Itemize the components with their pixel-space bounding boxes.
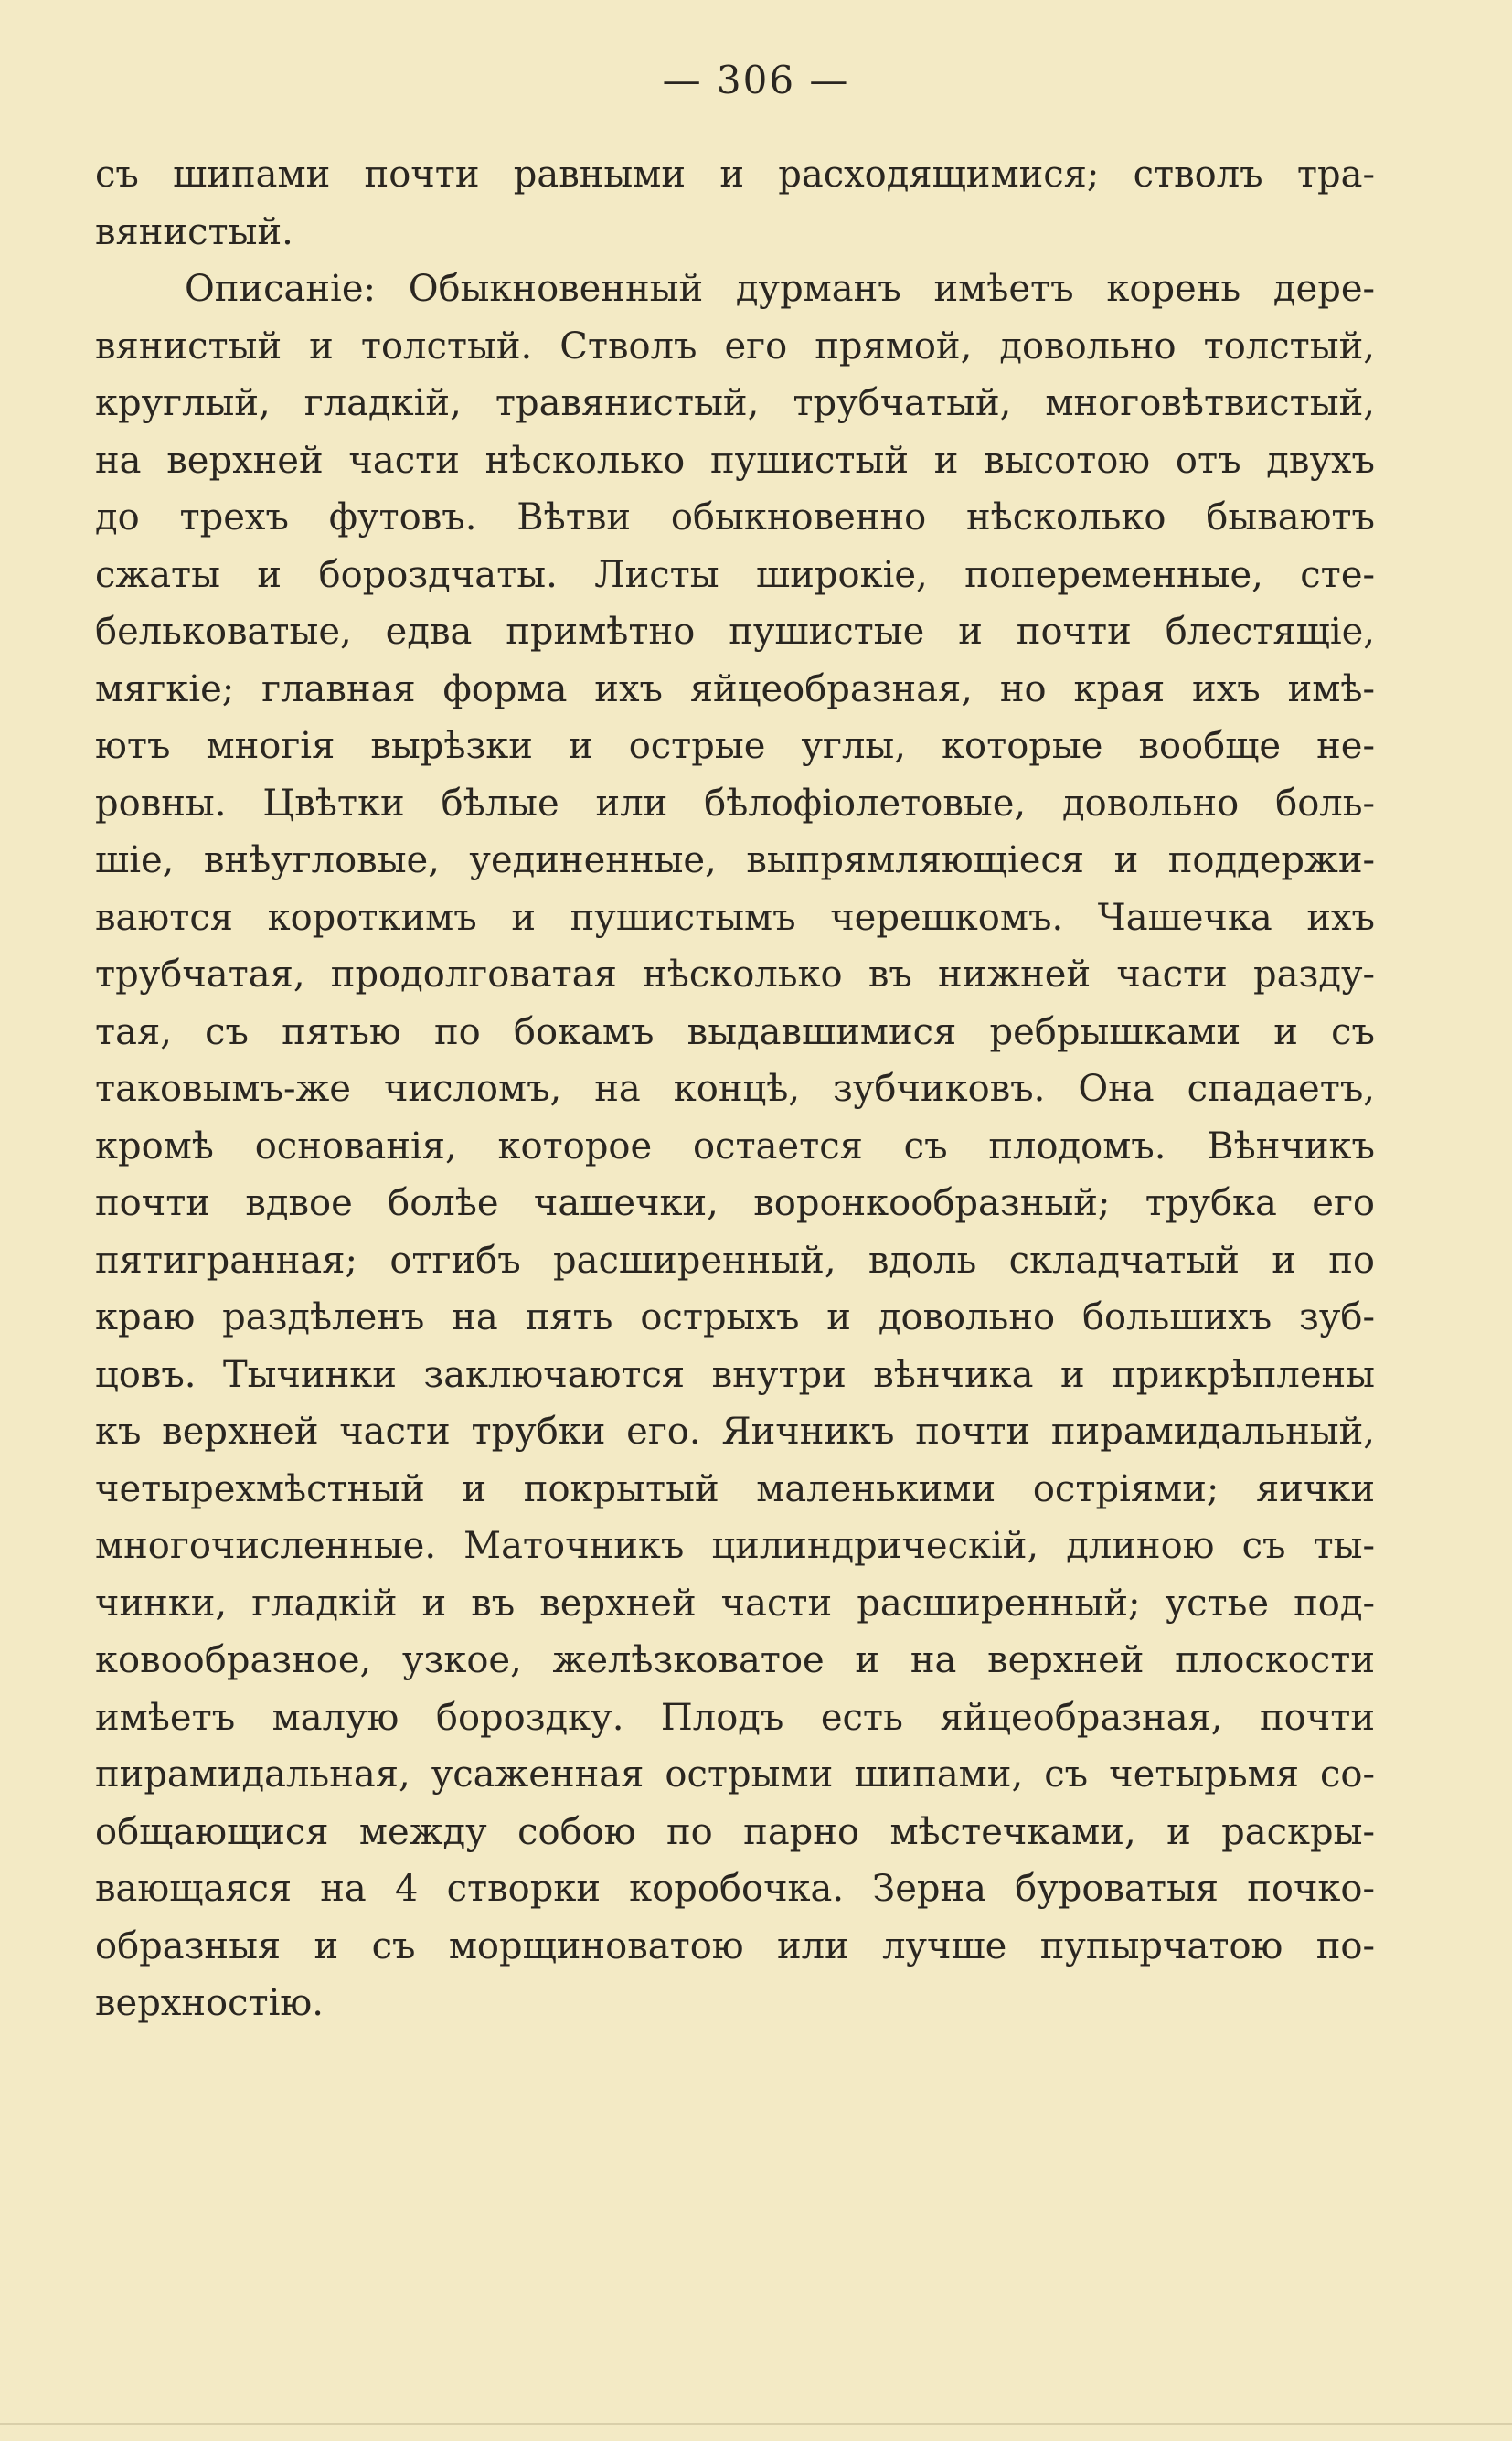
text-line: мягкіе; главная форма ихъ яйцеобразная, но края ихъ имѣ-	[95, 667, 1375, 710]
text-line: круглый, гладкій, травянистый, трубчатый, многовѣтвистый,	[95, 382, 1375, 424]
text-line: сжаты и бороздчаты. Листы широкіе, попеременные, сте-	[95, 553, 1375, 596]
text-line: пирамидальная, усаженная острыми шипами, съ четырьмя со-	[95, 1753, 1375, 1796]
text-line: чинки, гладкій и въ верхней части расширенный; устье под-	[95, 1582, 1375, 1625]
text-line: многочисленные. Маточникъ цилиндрическій, длиною съ ты-	[95, 1525, 1375, 1567]
text-line: вающаяся на 4 створки коробочка. Зерна буроватыя почко-	[95, 1868, 1375, 1910]
text-line: краю раздѣленъ на пять острыхъ и довольно большихъ зуб-	[95, 1296, 1375, 1338]
text-line: общающися между собою по парно мѣстечками, и раскры-	[95, 1810, 1375, 1853]
text-line: тая, съ пятью по бокамъ выдавшимися ребрышками и съ	[95, 1010, 1375, 1053]
body-text	[95, 146, 1375, 2032]
text-line: бельковатые, едва примѣтно пушистые и почти блестящіе,	[95, 611, 1375, 653]
text-line: цовъ. Тычинки заключаются внутри вѣнчика и прикрѣплены	[95, 1353, 1375, 1396]
text-line: почти вдвое болѣе чашечки, воронкообразный; трубка его	[95, 1182, 1375, 1224]
page-edge-divider	[0, 2423, 1512, 2425]
text-line: къ верхней части трубки его. Яичникъ почти пирамидальный,	[95, 1411, 1375, 1453]
text-line: образныя и съ морщиноватою или лучше пупырчатою по-	[95, 1924, 1375, 1967]
text-line: на верхней части нѣсколько пушистый и высотою отъ двухъ	[95, 439, 1375, 482]
text-line: вянистый.	[95, 210, 293, 253]
text-line: четырехмѣстный и покрытый маленькими остріями; яички	[95, 1467, 1375, 1510]
page-number: — 306 —	[662, 58, 850, 102]
text-line: вянистый и толстый. Стволъ его прямой, довольно толстый,	[95, 325, 1375, 368]
text-line: ровны. Цвѣтки бѣлые или бѣлофіолетовые, довольно боль-	[95, 782, 1375, 825]
text-line: шіе, внѣугловые, уединенные, выпрямляющіеся и поддержи-	[95, 839, 1375, 881]
text-line: таковымъ-же числомъ, на концѣ, зубчиковъ. Она спадаетъ,	[95, 1068, 1375, 1110]
text-line: съ шипами почти равными и расходящимися; стволъ тра-	[95, 154, 1375, 196]
text-line: трубчатая, продолговатая нѣсколько въ нижней части разду-	[95, 954, 1375, 996]
text-line: ютъ многія вырѣзки и острые углы, которые вообще не-	[95, 725, 1375, 767]
text-line: имѣетъ малую бороздку. Плодъ есть яйцеобразная, почти	[95, 1696, 1375, 1739]
text-line: кромѣ основанія, которое остается съ плодомъ. Вѣнчикъ	[95, 1125, 1375, 1167]
text-line: ковообразное, узкое, желѣзковатое и на верхней плоскости	[95, 1639, 1375, 1681]
text-line: верхностію.	[95, 1982, 324, 2024]
text-line: Описаніе: Обыкновенный дурманъ имѣетъ корень дере-	[185, 268, 1375, 310]
text-line: пятигранная; отгибъ расширенный, вдоль складчатый и по	[95, 1239, 1375, 1282]
text-line: ваются короткимъ и пушистымъ черешкомъ. Чашечка ихъ	[95, 896, 1375, 939]
text-line: до трехъ футовъ. Вѣтви обыкновенно нѣсколько бываютъ	[95, 496, 1375, 538]
